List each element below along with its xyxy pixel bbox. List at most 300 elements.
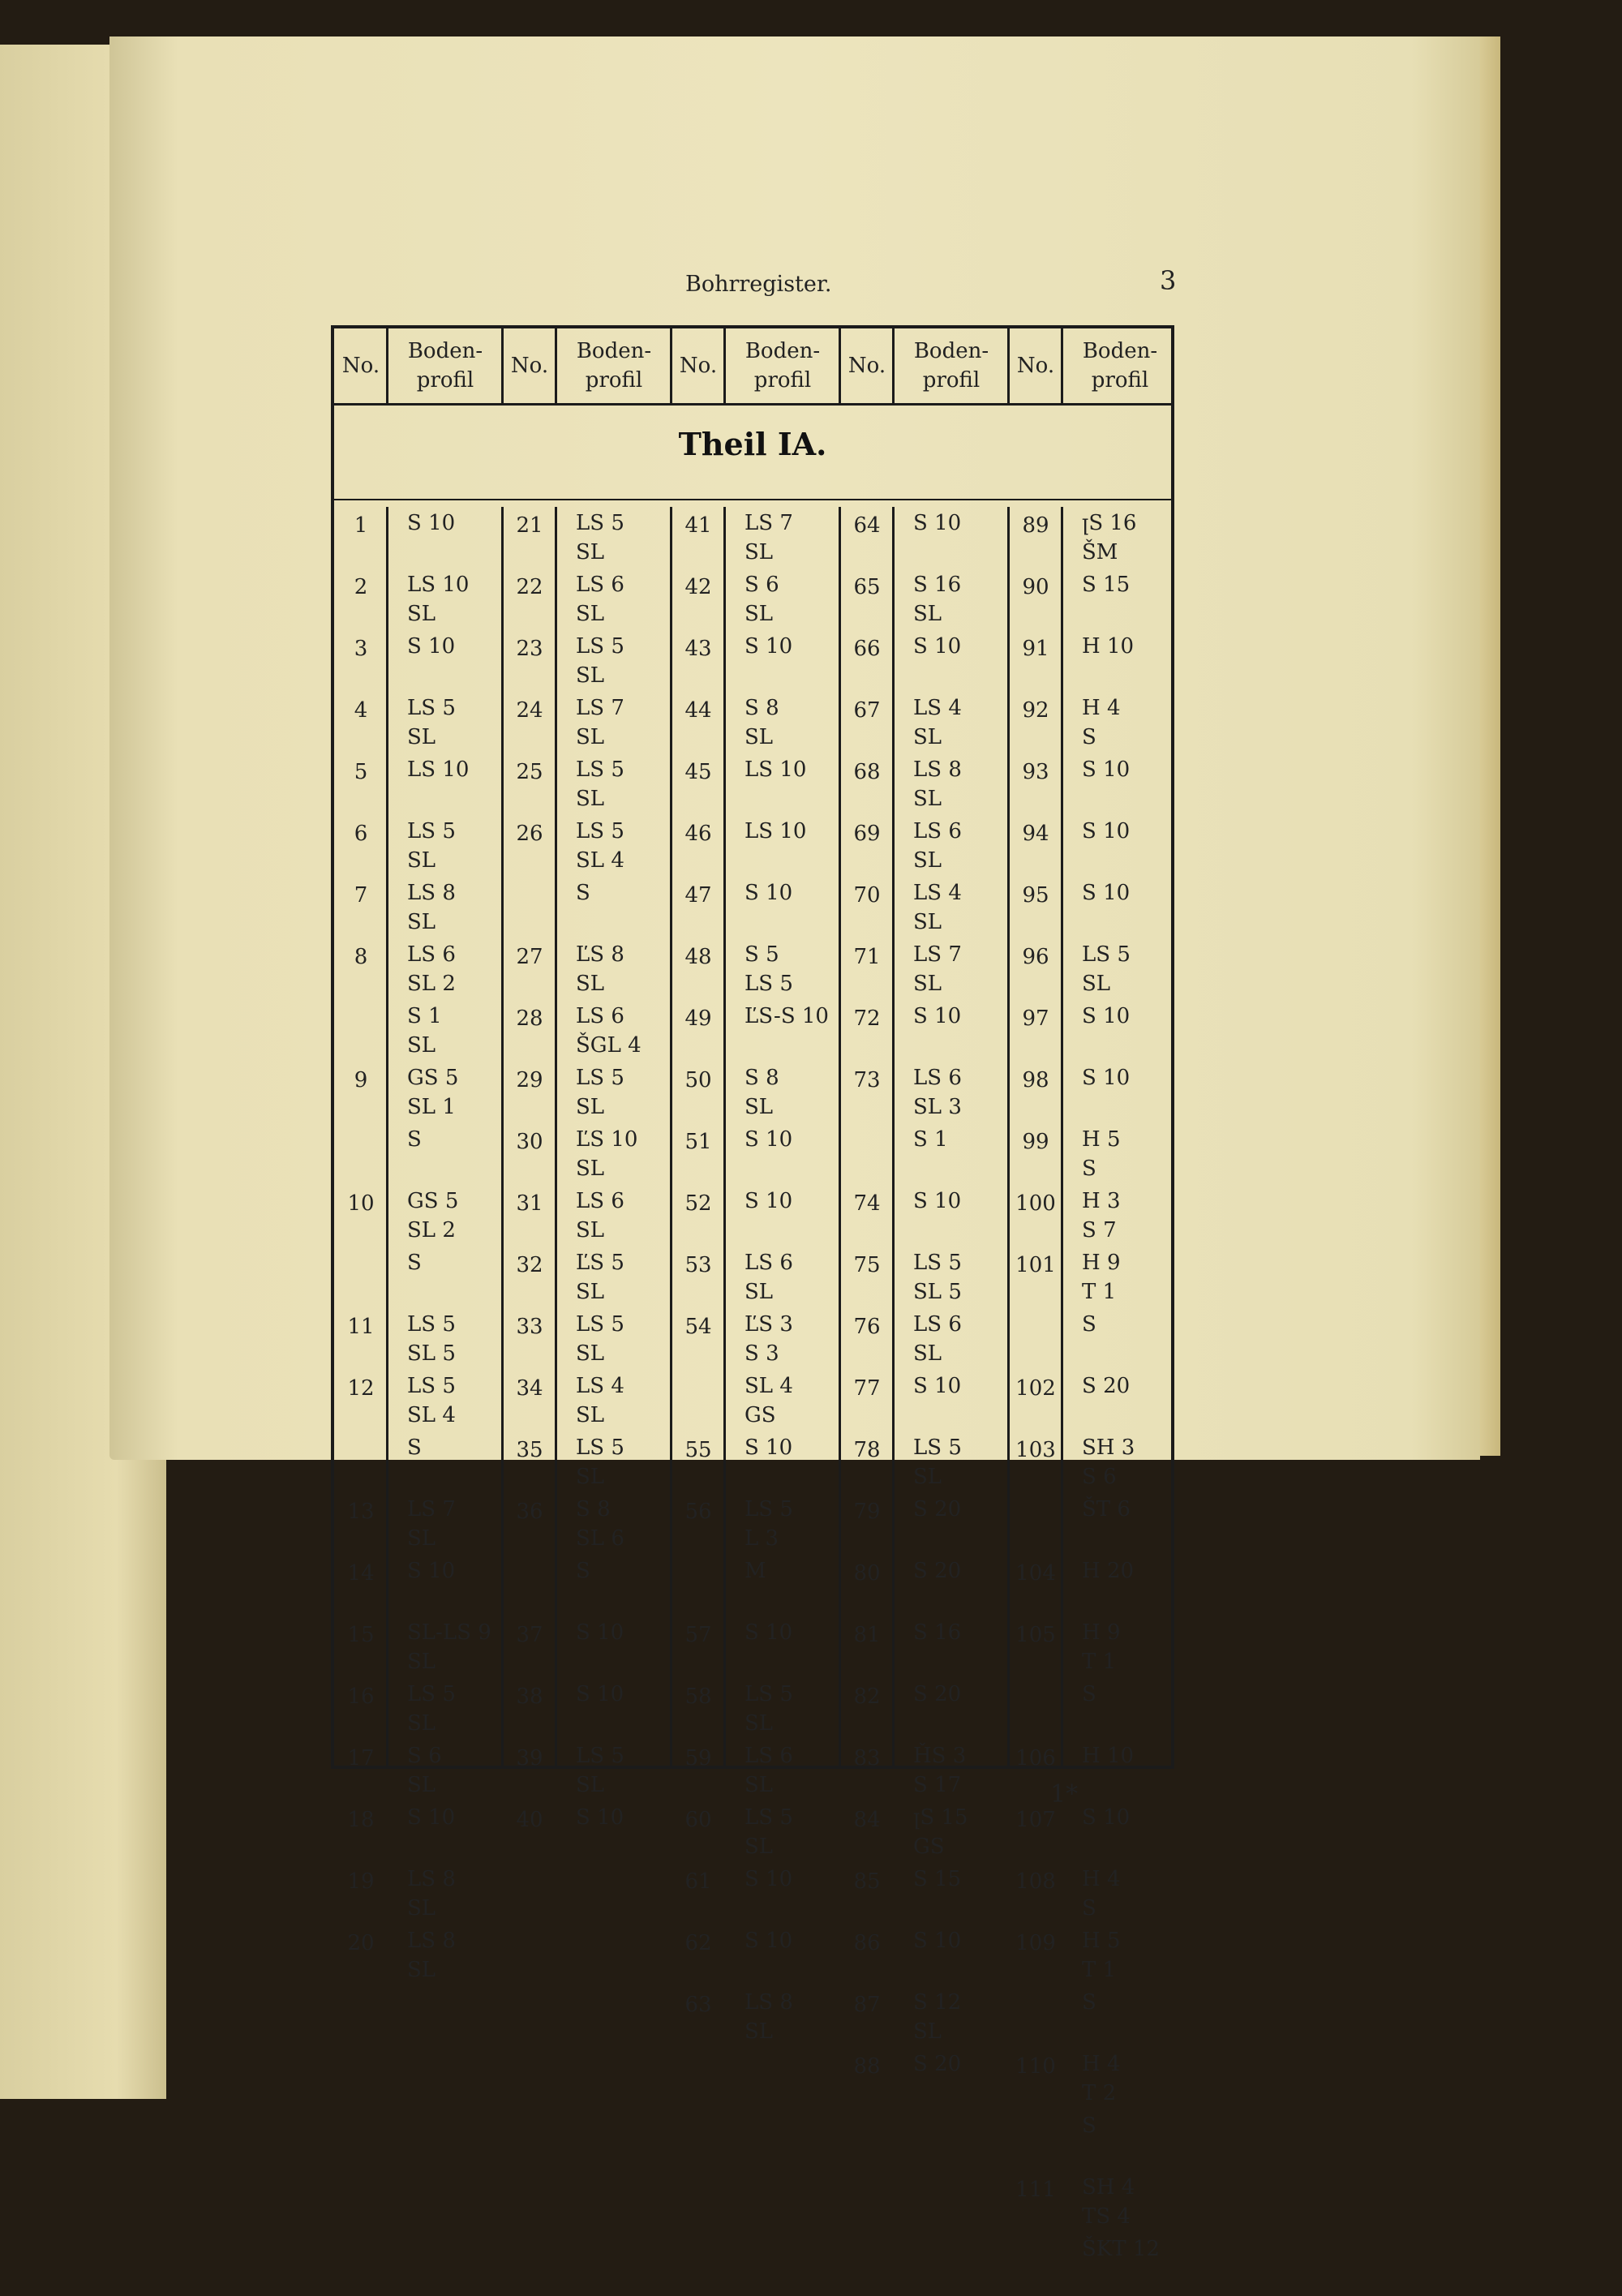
header-no-5: No. — [1016, 354, 1055, 378]
soil-profile-line: S 3 — [744, 1341, 779, 1366]
soil-profile-line: S 10 — [744, 1620, 793, 1645]
soil-profile-line: LS 5 — [744, 972, 793, 996]
soil-profile-line: S 10 — [576, 1805, 624, 1830]
table-row — [334, 570, 513, 632]
soil-profile — [894, 632, 1019, 661]
table-row — [840, 878, 1019, 940]
soil-profile-line: LS 10 — [744, 819, 807, 843]
table-row — [334, 1926, 513, 1988]
soil-profile-line: LS 5 — [576, 1744, 624, 1768]
bore-number: 7 — [354, 883, 368, 908]
soil-profile — [725, 1002, 850, 1031]
bore-number: 39 — [516, 1746, 543, 1770]
soil-profile-line: SL — [407, 1711, 436, 1736]
soil-profile-line: SL — [744, 602, 774, 626]
table-row — [334, 1310, 513, 1371]
bore-number: 77 — [853, 1376, 881, 1401]
table-row — [672, 570, 850, 632]
bore-number: 71 — [853, 945, 881, 969]
soil-profile — [1062, 1988, 1187, 2017]
bore-number — [334, 1002, 388, 1006]
table-row — [672, 1926, 850, 1988]
soil-profile-line: GS — [744, 1403, 776, 1427]
bore-number: 22 — [516, 575, 543, 599]
table-row — [503, 1002, 681, 1063]
bore-number: 5 — [354, 760, 368, 784]
bore-number: 106 — [1015, 1746, 1056, 1770]
table-row — [1009, 2234, 1187, 2296]
soil-profile — [1062, 2234, 1187, 2264]
soil-profile-line: SL 6 — [576, 1526, 624, 1551]
bore-number: 33 — [516, 1315, 543, 1339]
bore-number — [1009, 2111, 1062, 2116]
soil-profile-line: S 10 — [407, 511, 456, 535]
soil-profile-line: S 10 — [744, 1867, 793, 1891]
soil-profile — [894, 1803, 1019, 1861]
table-row — [503, 940, 681, 1002]
table-row — [672, 1865, 850, 1926]
soil-profile-line: LS 5 — [576, 1066, 624, 1090]
soil-profile-line: S — [1082, 2114, 1096, 2138]
bore-number: 57 — [684, 1623, 712, 1647]
table-row — [1009, 1187, 1187, 1248]
soil-profile-line: S 10 — [1082, 1004, 1131, 1028]
soil-profile-line: S 10 — [744, 1436, 793, 1460]
bore-number: 36 — [516, 1500, 543, 1524]
table-row — [334, 1556, 513, 1618]
soil-profile-line: ȞS 3 — [913, 1744, 967, 1768]
bore-number: 104 — [1015, 1561, 1056, 1586]
soil-profile-line: LS 5 — [744, 1805, 793, 1830]
bore-number: 108 — [1015, 1869, 1056, 1894]
bore-number: 2 — [354, 575, 368, 599]
bore-number: 102 — [1015, 1376, 1056, 1401]
header-no-4: No. — [847, 354, 886, 378]
soil-profile — [556, 1741, 681, 1800]
table-row — [334, 1125, 513, 1187]
soil-profile-line: LS 5 — [913, 1436, 962, 1460]
bore-number — [672, 1556, 725, 1561]
table-row — [840, 570, 1019, 632]
bore-number: 64 — [853, 513, 881, 538]
soil-profile — [556, 1248, 681, 1307]
table-row — [503, 1618, 681, 1680]
soil-profile-line: LS 8 — [407, 881, 456, 905]
soil-profile — [388, 940, 513, 998]
soil-profile-line: S 10 — [913, 634, 962, 659]
soil-profile-line: S 10 — [576, 1620, 624, 1645]
bore-number: 45 — [684, 760, 712, 784]
soil-profile — [388, 1741, 513, 1800]
soil-profile-line: SL — [576, 1280, 605, 1304]
soil-profile-line: LS 7 — [576, 696, 624, 720]
soil-profile-line: LS 5 — [576, 757, 624, 782]
bore-number: 55 — [684, 1438, 712, 1462]
soil-profile-line: SL — [744, 540, 774, 564]
soil-profile-line: H 10 — [1082, 634, 1135, 659]
soil-profile-line: SL — [576, 663, 605, 688]
bore-number: 26 — [516, 822, 543, 846]
table-row — [334, 1865, 513, 1926]
soil-profile — [388, 1125, 513, 1154]
bore-number: 12 — [347, 1376, 375, 1401]
bore-number: 74 — [853, 1191, 881, 1216]
soil-profile-line: S 10 — [744, 1127, 793, 1152]
soil-profile-line: L 3 — [744, 1526, 779, 1551]
table-row — [840, 1187, 1019, 1248]
soil-profile-line: SL — [576, 787, 605, 811]
table-row — [1009, 1371, 1187, 1433]
soil-profile-line: S 10 — [1082, 757, 1131, 782]
bore-number: 40 — [516, 1808, 543, 1832]
soil-profile-line: LS 5 — [576, 1436, 624, 1460]
soil-profile-line: GS 5 — [407, 1066, 459, 1090]
table-row — [840, 817, 1019, 878]
soil-profile-line: SL — [744, 1711, 774, 1736]
table-row — [334, 1741, 513, 1803]
soil-profile-line: LS 10 — [407, 757, 470, 782]
table-row — [334, 693, 513, 755]
soil-profile-line: S 1 — [407, 1004, 442, 1028]
register-column-3 — [672, 509, 850, 2049]
soil-profile-line: LS 6 — [913, 819, 962, 843]
soil-profile-line: S 10 — [1082, 881, 1131, 905]
soil-profile-line: ĽS 3 — [744, 1312, 793, 1337]
bore-number: 32 — [516, 1253, 543, 1277]
soil-profile — [388, 1556, 513, 1586]
soil-profile-line: SL — [576, 725, 605, 749]
soil-profile-line: S 6 — [1082, 1465, 1117, 1489]
bore-number: 6 — [354, 822, 368, 846]
soil-profile — [388, 1926, 513, 1985]
table-row — [672, 632, 850, 693]
soil-profile — [894, 1187, 1019, 1216]
soil-profile-line: S — [407, 1251, 422, 1275]
soil-profile-line: GS 5 — [407, 1189, 459, 1213]
soil-profile — [388, 1310, 513, 1368]
table-row — [672, 1433, 850, 1495]
soil-profile — [556, 1680, 681, 1709]
soil-profile-line: SL — [744, 1773, 774, 1797]
soil-profile-line: H 4 — [1082, 1867, 1121, 1891]
soil-profile-line: LS 5 — [913, 1251, 962, 1275]
table-row — [840, 1680, 1019, 1741]
soil-profile-line: SL — [913, 972, 942, 996]
soil-profile-line: S 10 — [913, 1929, 962, 1953]
table-row — [503, 1803, 681, 1865]
soil-profile — [725, 817, 850, 846]
bore-number: 8 — [354, 945, 368, 969]
bore-number: 18 — [347, 1808, 375, 1832]
soil-profile — [894, 1865, 1019, 1894]
soil-profile-line: S 10 — [913, 511, 962, 535]
soil-profile — [388, 1063, 513, 1122]
soil-profile-line: SL — [407, 910, 436, 934]
table-row — [840, 509, 1019, 570]
soil-profile-line: S — [407, 1127, 422, 1152]
table-row — [503, 878, 681, 940]
bore-number: 37 — [516, 1623, 543, 1647]
bore-number: 59 — [684, 1746, 712, 1770]
register-column-2 — [503, 509, 681, 1865]
bore-number: 43 — [684, 637, 712, 661]
bore-number: 86 — [853, 1931, 881, 1955]
header-no-1: No. — [341, 354, 380, 378]
soil-profile-line: S — [1082, 1312, 1096, 1337]
bore-number: 9 — [354, 1068, 368, 1092]
soil-profile — [894, 817, 1019, 875]
section-rule — [334, 499, 1171, 500]
table-row — [1009, 1556, 1187, 1618]
soil-profile — [894, 1741, 1019, 1800]
soil-profile — [894, 1680, 1019, 1709]
soil-profile-line: S 7 — [1082, 1218, 1117, 1242]
soil-profile-line: H 3 — [1082, 1189, 1121, 1213]
table-row — [334, 1187, 513, 1248]
soil-profile — [388, 509, 513, 538]
soil-profile-line: SL — [913, 725, 942, 749]
soil-profile — [725, 1187, 850, 1216]
soil-profile-line: S 12 — [913, 1990, 962, 2015]
table-row — [672, 1002, 850, 1063]
bore-number: 29 — [516, 1068, 543, 1092]
table-row — [840, 1865, 1019, 1926]
soil-profile-line: S 17 — [913, 1773, 962, 1797]
soil-profile-line: T 1 — [1082, 1958, 1117, 1982]
table-row — [334, 1680, 513, 1741]
soil-profile — [388, 817, 513, 875]
bore-number — [1009, 2234, 1062, 2239]
table-row — [840, 1803, 1019, 1865]
bore-number: 62 — [684, 1931, 712, 1955]
table-row — [840, 1556, 1019, 1618]
bore-number: 60 — [684, 1808, 712, 1832]
soil-profile-line: H 20 — [1082, 1559, 1135, 1583]
soil-profile-line: LS 6 — [576, 1004, 624, 1028]
table-row — [672, 940, 850, 1002]
table-row — [1009, 1618, 1187, 1680]
bore-number — [840, 1125, 894, 1130]
bore-number: 76 — [853, 1315, 881, 1339]
soil-profile-line: LS 4 — [576, 1374, 624, 1398]
soil-profile — [1062, 878, 1187, 908]
soil-profile-line: T 2 — [1082, 2081, 1117, 2105]
table-row — [672, 693, 850, 755]
soil-profile — [894, 1988, 1019, 2046]
soil-profile — [725, 1556, 850, 1586]
soil-profile-line: SL — [407, 1526, 436, 1551]
soil-profile-line: S 20 — [913, 1497, 962, 1521]
table-row — [503, 755, 681, 817]
bore-number: 19 — [347, 1869, 375, 1894]
bore-number: 99 — [1022, 1130, 1049, 1154]
soil-profile-line: S 10 — [744, 1929, 793, 1953]
bore-number — [1009, 1680, 1062, 1684]
table-row — [1009, 755, 1187, 817]
bore-number: 28 — [516, 1006, 543, 1031]
soil-profile — [725, 1125, 850, 1154]
soil-profile — [1062, 570, 1187, 599]
soil-profile-line: LS 7 — [744, 511, 793, 535]
bore-number: 67 — [853, 698, 881, 723]
bore-number: 72 — [853, 1006, 881, 1031]
soil-profile — [894, 1310, 1019, 1368]
table-row — [840, 1310, 1019, 1371]
bore-number — [503, 878, 556, 883]
soil-profile — [1062, 1371, 1187, 1401]
soil-profile-line: S — [1082, 725, 1096, 749]
soil-profile-line: S 10 — [913, 1189, 962, 1213]
table-row — [1009, 1988, 1187, 2049]
soil-profile-line: SL — [913, 787, 942, 811]
bore-number — [334, 1125, 388, 1130]
table-row — [840, 1618, 1019, 1680]
table-row — [1009, 817, 1187, 878]
table-row — [672, 817, 850, 878]
soil-profile-line: SL 2 — [407, 1218, 456, 1242]
bore-number: 100 — [1015, 1191, 1056, 1216]
soil-profile-line: S 10 — [1082, 1805, 1131, 1830]
bore-number: 54 — [684, 1315, 712, 1339]
table-row — [840, 1125, 1019, 1187]
soil-profile-line: H 4 — [1082, 696, 1121, 720]
soil-profile — [894, 1556, 1019, 1586]
soil-profile-line: LS 8 — [744, 1990, 793, 2015]
bore-number: 98 — [1022, 1068, 1049, 1092]
bore-number: 81 — [853, 1623, 881, 1647]
soil-profile-line: LS 6 — [913, 1066, 962, 1090]
soil-profile — [1062, 755, 1187, 784]
soil-profile-line: S 8 — [744, 696, 779, 720]
soil-profile-line: LS 6 — [913, 1312, 962, 1337]
table-row — [503, 1495, 681, 1556]
table-row — [334, 509, 513, 570]
bore-number: 90 — [1022, 575, 1049, 599]
soil-profile-line: S 5 — [744, 942, 779, 967]
soil-profile-line: SL — [407, 1650, 436, 1674]
soil-profile — [388, 632, 513, 661]
bore-number: 56 — [684, 1500, 712, 1524]
soil-profile-line: GS — [913, 1835, 945, 1859]
soil-profile-line: LS 10 — [744, 757, 807, 782]
table-row — [1009, 2111, 1187, 2173]
bore-number: 80 — [853, 1561, 881, 1586]
table-row — [672, 1248, 850, 1310]
soil-profile-line: SL — [407, 1033, 436, 1058]
soil-profile — [1062, 1741, 1187, 1770]
table-row — [503, 632, 681, 693]
soil-profile-line: S 16 — [913, 1620, 962, 1645]
bore-number: 27 — [516, 945, 543, 969]
soil-profile-line: S — [576, 1559, 590, 1583]
table-row — [503, 509, 681, 570]
table-row — [503, 1187, 681, 1248]
bore-number: 83 — [853, 1746, 881, 1770]
soil-profile-line: S 10 — [913, 1004, 962, 1028]
table-row — [840, 2049, 1019, 2111]
soil-profile-line: SL — [407, 725, 436, 749]
soil-profile-line: T 1 — [1082, 1280, 1117, 1304]
soil-profile-line: S — [1082, 1896, 1096, 1920]
table-row — [840, 1926, 1019, 1988]
soil-profile — [556, 1187, 681, 1245]
table-row — [334, 1002, 513, 1063]
soil-profile-line: SL — [576, 1218, 605, 1242]
soil-profile-line: S 15 — [913, 1867, 962, 1891]
bore-number: 34 — [516, 1376, 543, 1401]
soil-profile — [388, 1371, 513, 1430]
soil-profile-line: ꞁS 16 — [1082, 511, 1137, 535]
soil-profile — [725, 755, 850, 784]
bore-number: 95 — [1022, 883, 1049, 908]
soil-profile-line: LS 4 — [913, 881, 962, 905]
table-row — [503, 817, 681, 878]
bore-number: 48 — [684, 945, 712, 969]
bore-number: 58 — [684, 1684, 712, 1709]
table-row — [1009, 1803, 1187, 1865]
table-row — [672, 1371, 850, 1433]
soil-profile-line: SL 5 — [913, 1280, 962, 1304]
soil-profile — [894, 509, 1019, 538]
table-row — [503, 1680, 681, 1741]
table-row — [1009, 1125, 1187, 1187]
table-row — [503, 1310, 681, 1371]
soil-profile — [556, 940, 681, 998]
soil-profile-line: ŠM — [1082, 540, 1118, 564]
soil-profile-line: SL — [576, 540, 605, 564]
soil-profile-line: SL — [744, 725, 774, 749]
soil-profile-line: LS 6 — [576, 573, 624, 597]
soil-profile-line: SL — [576, 1095, 605, 1119]
table-row — [672, 1187, 850, 1248]
soil-profile — [1062, 693, 1187, 752]
soil-profile-line: T 1 — [1082, 1650, 1117, 1674]
table-row — [1009, 693, 1187, 755]
bore-number: 17 — [347, 1746, 375, 1770]
soil-profile-line: S 10 — [744, 634, 793, 659]
bore-number: 65 — [853, 575, 881, 599]
table-row — [334, 1371, 513, 1433]
soil-profile — [556, 1556, 681, 1586]
bore-number: 94 — [1022, 822, 1049, 846]
soil-profile-line: SL 4 — [576, 848, 624, 873]
bore-number: 53 — [684, 1253, 712, 1277]
soil-profile — [894, 1495, 1019, 1524]
bore-number: 85 — [853, 1869, 881, 1894]
table-row — [840, 1371, 1019, 1433]
soil-profile-line: SL — [576, 1157, 605, 1181]
table-row — [334, 940, 513, 1002]
soil-profile-line: LS 6 — [407, 942, 456, 967]
soil-profile-line: LS 5 — [576, 1312, 624, 1337]
bore-number: 38 — [516, 1684, 543, 1709]
soil-profile-line: SL — [576, 1465, 605, 1489]
soil-profile — [894, 1063, 1019, 1122]
soil-profile — [556, 1310, 681, 1368]
table-row — [503, 1248, 681, 1310]
soil-profile-line: SL — [913, 1341, 942, 1366]
soil-profile-line: S 20 — [913, 1682, 962, 1706]
bore-number: 50 — [684, 1068, 712, 1092]
table-row — [334, 817, 513, 878]
bore-number — [1009, 1310, 1062, 1315]
table-row — [334, 1433, 513, 1495]
running-header: Bohrregister. — [685, 272, 832, 297]
bore-number: 15 — [347, 1623, 375, 1647]
table-row — [672, 1495, 850, 1556]
soil-profile-line: LS 5 — [576, 511, 624, 535]
soil-profile-line: LS 5 — [407, 1312, 456, 1337]
